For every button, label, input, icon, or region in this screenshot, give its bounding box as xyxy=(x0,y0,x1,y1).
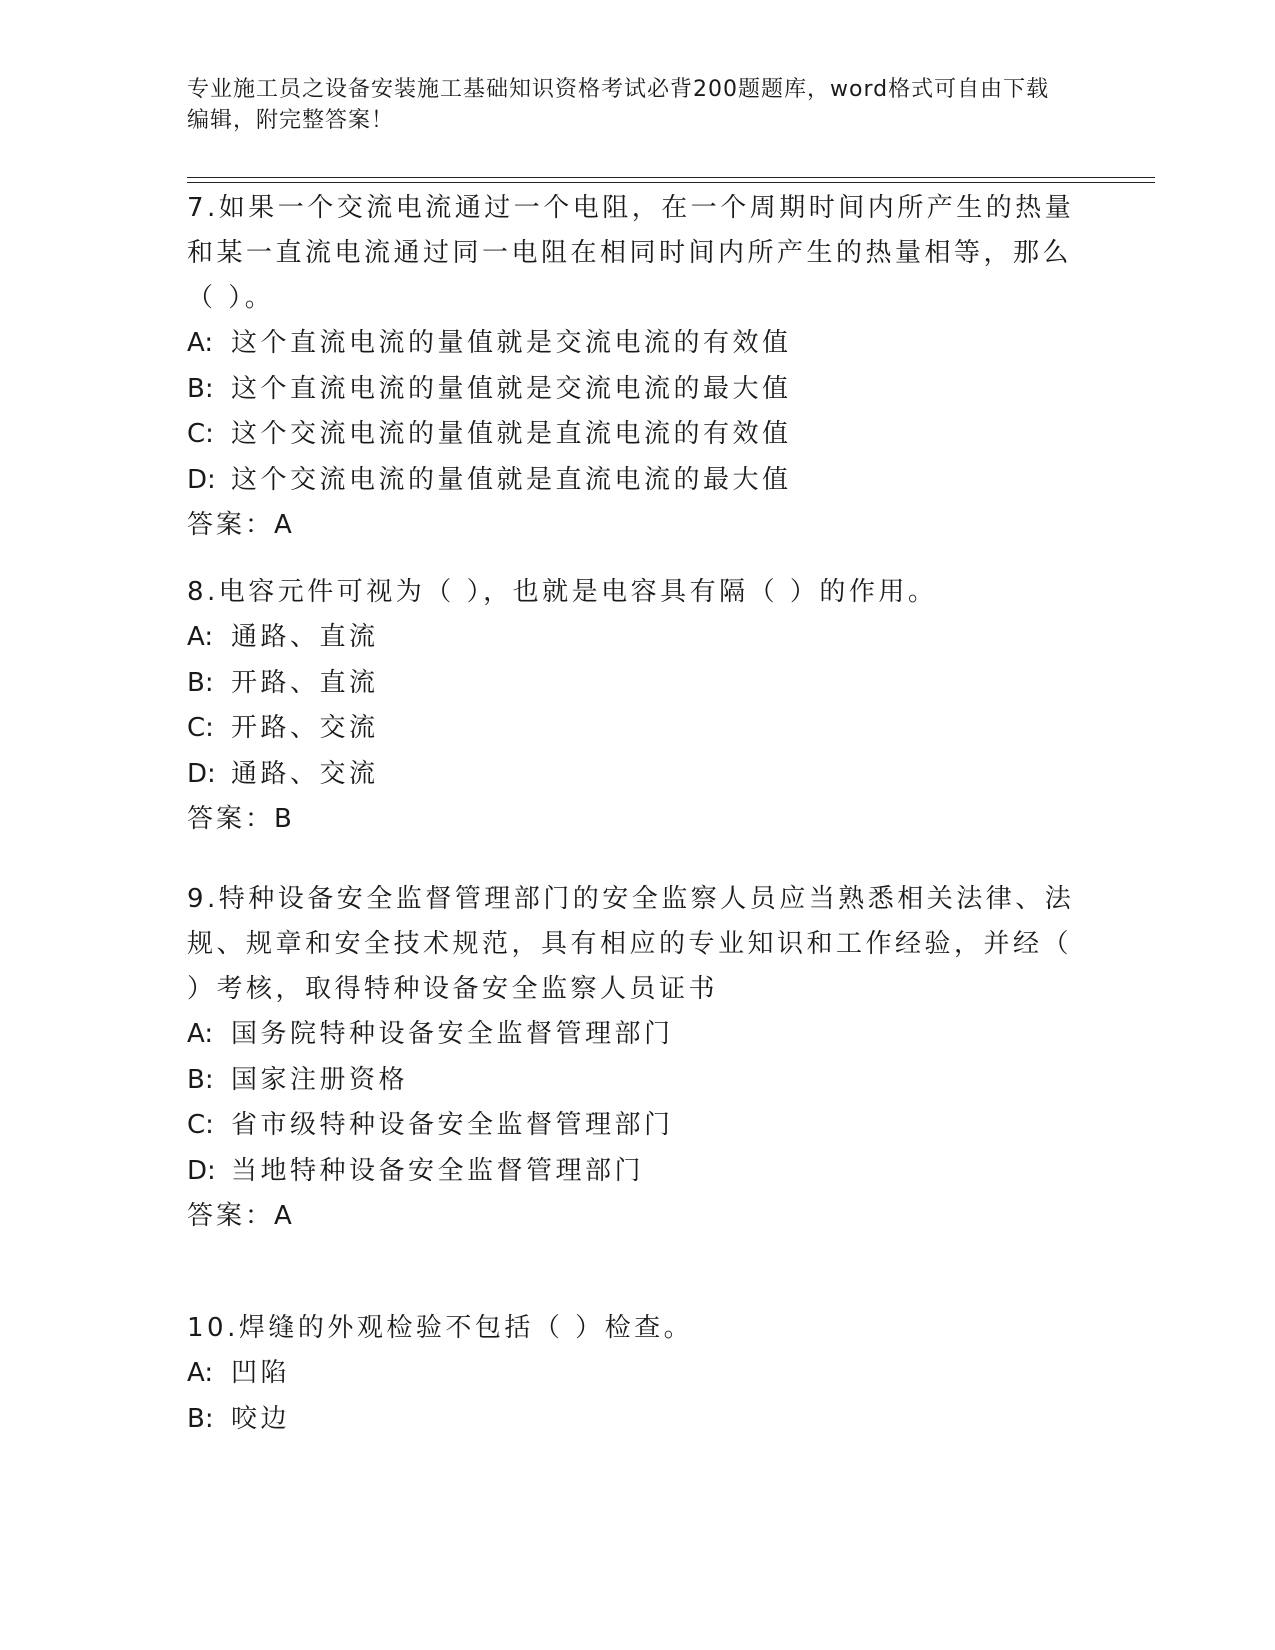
option-letter: D: xyxy=(187,464,216,495)
option-text: 通路、直流 xyxy=(231,622,379,652)
answer-label: 答案： xyxy=(187,510,275,540)
option-text: 省市级特种设备安全监督管理部门 xyxy=(231,1110,674,1140)
option-b xyxy=(187,661,1087,707)
answer-value: A xyxy=(274,1201,292,1231)
option-a xyxy=(187,1351,1087,1397)
option-list xyxy=(187,1012,1087,1194)
option-a xyxy=(187,321,1087,367)
option-b xyxy=(187,1397,1087,1443)
option-letter: A: xyxy=(187,622,214,652)
option-text: 当地特种设备安全监督管理部门 xyxy=(231,1155,645,1186)
option-letter: B: xyxy=(187,373,214,404)
option-b xyxy=(187,1058,1087,1104)
option-letter: A: xyxy=(187,328,214,358)
answer-label: 答案： xyxy=(187,1201,275,1231)
question-text: 9.特种设备安全监督管理部门的安全监察人员应当熟悉相关法律、法规、规章和安全技术规范，具有相应的专业知识和工作经验，并经（ ）考核，取得特种设备安全监察人员证书 xyxy=(187,884,1075,1004)
option-text: 这个直流电流的量值就是交流电流的最大值 xyxy=(231,373,792,404)
question-8 xyxy=(187,570,1087,842)
option-d xyxy=(187,458,1087,504)
option-c xyxy=(187,412,1087,458)
option-text: 这个交流电流的量值就是直流电流的有效值 xyxy=(231,419,792,449)
option-a xyxy=(187,1012,1087,1058)
option-letter: B: xyxy=(187,1064,214,1095)
question-text: 7.如果一个交流电流通过一个电阻，在一个周期时间内所产生的热量和某一直流电流通过同一电阻在相同时间内所产生的热量相等，那么（ ）。 xyxy=(187,193,1075,313)
answer-line xyxy=(187,1194,1087,1239)
question-text: 8.电容元件可视为（ ），也就是电容具有隔（ ）的作用。 xyxy=(187,577,938,607)
option-letter: D: xyxy=(187,758,216,789)
option-text: 凹陷 xyxy=(231,1358,291,1388)
option-letter: B: xyxy=(187,1403,214,1434)
option-text: 开路、直流 xyxy=(231,667,379,698)
option-text: 开路、交流 xyxy=(231,713,379,743)
header-divider-bottom xyxy=(187,182,1155,183)
option-text: 通路、交流 xyxy=(231,758,379,789)
option-letter: D: xyxy=(187,1155,216,1186)
option-text: 这个直流电流的量值就是交流电流的有效值 xyxy=(231,328,792,358)
option-c xyxy=(187,706,1087,752)
option-b xyxy=(187,367,1087,413)
option-letter: C: xyxy=(187,1110,214,1140)
option-list xyxy=(187,321,1087,503)
option-letter: A: xyxy=(187,1358,214,1388)
option-text: 国务院特种设备安全监督管理部门 xyxy=(231,1019,674,1049)
option-a xyxy=(187,615,1087,661)
option-list xyxy=(187,1351,1087,1442)
option-text: 国家注册资格 xyxy=(231,1064,409,1095)
document-header: 专业施工员之设备安装施工基础知识资格考试必背200题题库，word格式可自由下载编辑，附完整答案！ xyxy=(187,77,1050,133)
header-divider-top xyxy=(187,177,1155,178)
option-d xyxy=(187,752,1087,798)
question-9 xyxy=(187,877,1087,1239)
answer-line xyxy=(187,797,1087,842)
question-text: 10.焊缝的外观检验不包括（ ）检查。 xyxy=(187,1313,694,1343)
option-c xyxy=(187,1103,1087,1149)
question-7 xyxy=(187,186,1087,548)
option-list xyxy=(187,615,1087,797)
option-letter: C: xyxy=(187,713,214,743)
answer-label: 答案： xyxy=(187,804,275,834)
question-10 xyxy=(187,1306,1087,1442)
answer-value: A xyxy=(274,510,292,540)
answer-line xyxy=(187,503,1087,548)
option-letter: C: xyxy=(187,419,214,449)
option-text: 咬边 xyxy=(231,1403,291,1434)
option-letter: A: xyxy=(187,1019,214,1049)
option-d xyxy=(187,1149,1087,1195)
option-text: 这个交流电流的量值就是直流电流的最大值 xyxy=(231,464,792,495)
option-letter: B: xyxy=(187,667,214,698)
answer-value: B xyxy=(274,804,292,834)
